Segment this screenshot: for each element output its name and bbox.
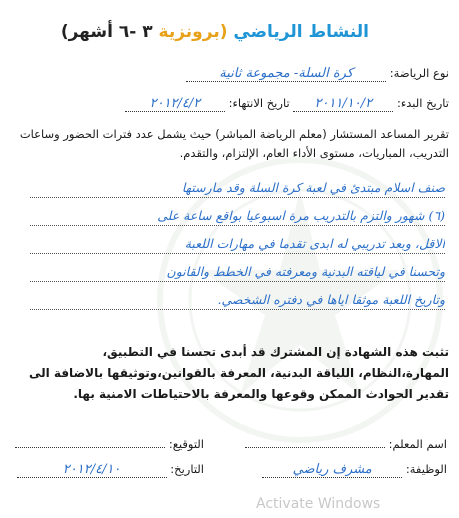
date-label: التاريخ: <box>170 462 204 476</box>
teacher-name-row <box>245 437 447 451</box>
sport-row <box>10 66 449 82</box>
handwritten-line-3: الاقل، وبعد تدريبي له ابدى تقدما في مهارات اللعبة <box>30 234 445 254</box>
sport-value-field <box>186 66 386 82</box>
date-row <box>17 462 204 478</box>
end-date-value: ٢٠١٢/٤/٢ <box>149 96 201 111</box>
signature-label: التوقيع: <box>168 437 204 451</box>
date-field <box>17 462 167 478</box>
page-title <box>60 22 369 42</box>
title-level: (برونزية <box>158 22 228 42</box>
start-date-field <box>293 96 393 112</box>
teacher-name-field <box>245 447 385 448</box>
end-date-label: تاريخ الانتهاء: <box>228 96 290 110</box>
date-value: ٢٠١٢/٤/١٠ <box>62 462 121 477</box>
teacher-label: اسم المعلم: <box>388 437 447 451</box>
signature-field <box>15 447 165 448</box>
job-value: مشرف رياضي <box>292 462 372 477</box>
handwritten-line-1: صنف اسلام مبتدئ في لعبة كرة السلة وقد مارستها <box>30 178 445 198</box>
handwritten-line-4: وتحسنا في لياقته البدنية ومعرفته في الخطط والقانون <box>30 262 445 282</box>
title-main: النشاط الرياضي <box>233 22 369 42</box>
activate-windows-overlay: Activate Windows <box>256 496 381 512</box>
handwritten-line-2: (٦) شهور والتزم بالتدريب مرة اسبوعيا بواقع ساعة على <box>30 206 445 226</box>
start-date-label: تاريخ البدء: <box>396 96 449 110</box>
signature-row <box>15 437 204 451</box>
job-row <box>262 462 447 478</box>
handwritten-line-5: وتاريخ اللعبة موثقا اياها في دفتره الشخصي. <box>30 290 445 310</box>
certification-text: تثبت هذه الشهادة إن المشترك قد أبدى تحسنا في التطبيق، المهارة،النظام، اللياقة البدنية، المعرفة بالقوانين،وتوثيقها بالاضافة الى تقدير الحوادث الممكن وقوعها والمعرفة بالاحتياطات الامنية بها. <box>28 345 449 401</box>
job-label: الوظيفة: <box>405 462 447 476</box>
job-field <box>262 462 402 478</box>
end-date-field <box>125 96 225 112</box>
dates-row <box>10 96 449 112</box>
title-duration: ٣ -٦ أشهر) <box>60 22 153 42</box>
sport-label: نوع الرياضة: <box>389 66 449 80</box>
start-date-value: ٢٠١١/١٠/٢ <box>314 96 373 111</box>
report-description: تقرير المساعد المستشار (معلم الرياضة المباشر) حيث يشمل عدد فترات الحضور وساعات التدريب، المباريات، مستوى الأداء العام، الإلتزام، والتقدم. <box>19 127 449 160</box>
sport-value: كرة السلة- مجموعة ثانية <box>219 66 354 81</box>
